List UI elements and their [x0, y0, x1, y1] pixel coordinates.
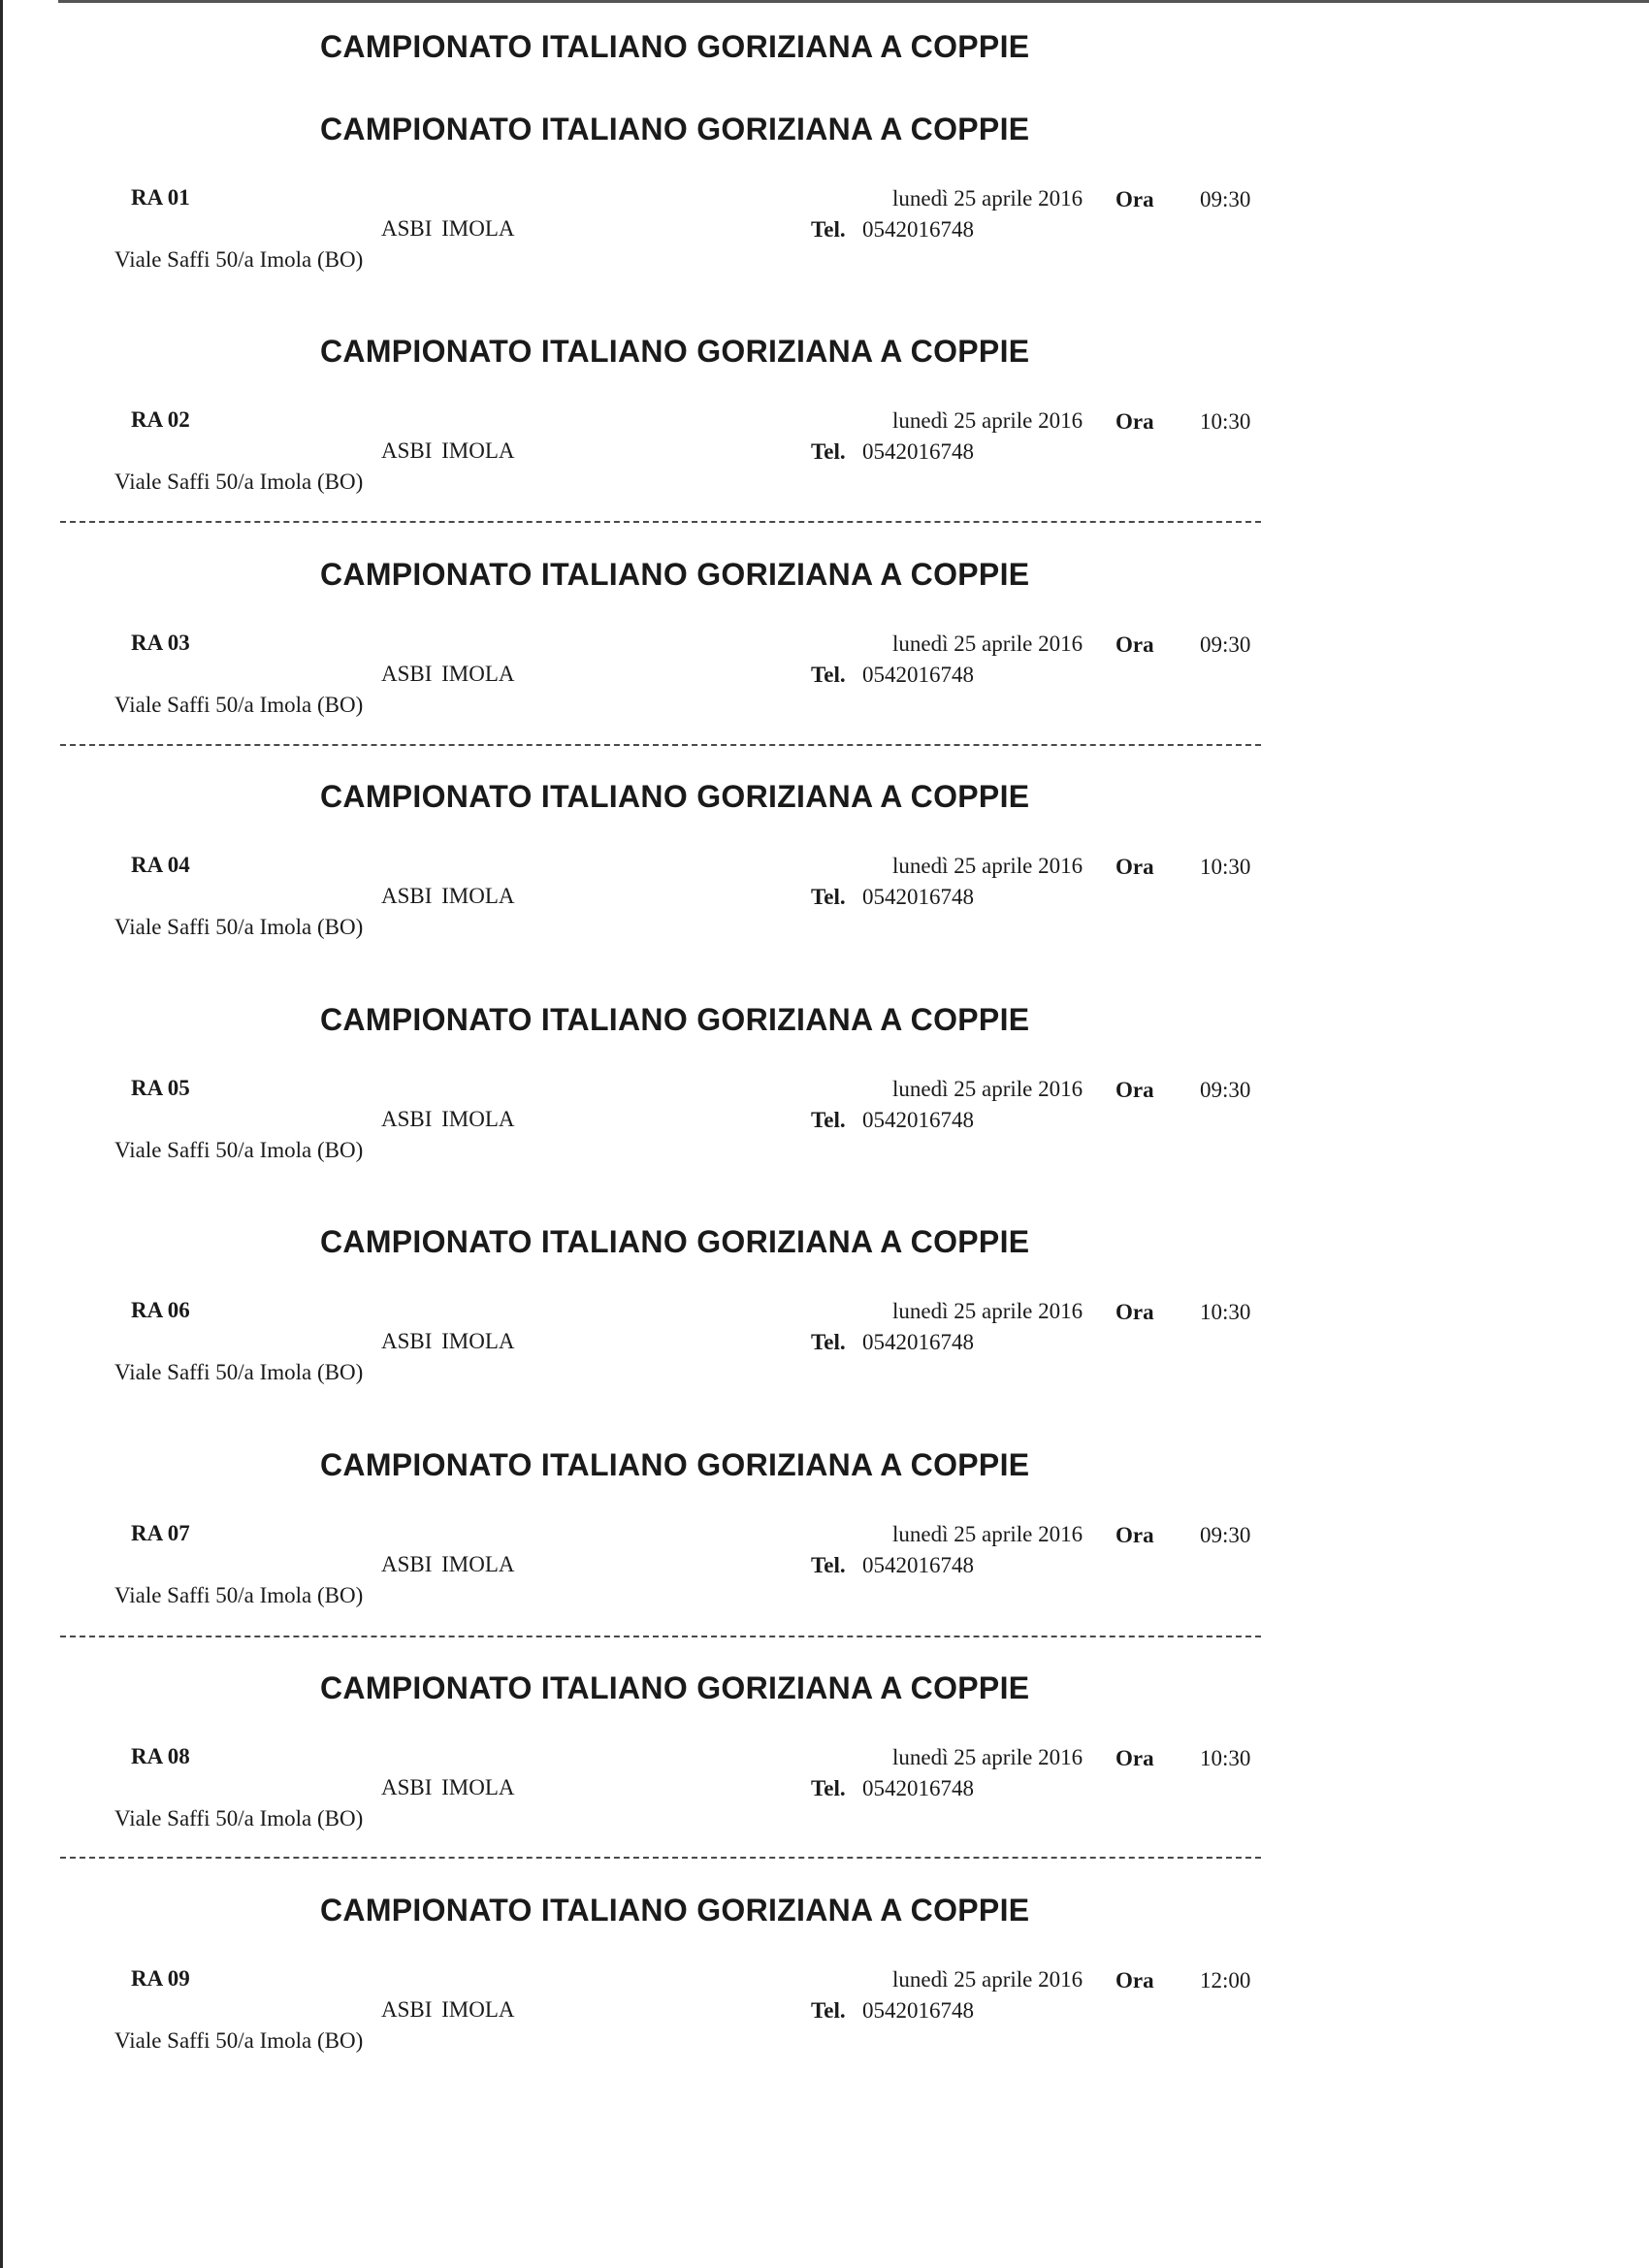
ticket-date: lunedì 25 aprile 2016: [892, 408, 1083, 433]
ticket-date: lunedì 25 aprile 2016: [892, 632, 1083, 656]
ticket-address: Viale Saffi 50/a Imola (BO): [114, 1138, 364, 1162]
ticket-ra-09: [0, 1893, 1649, 2116]
ticket-title: CAMPIONATO ITALIANO GORIZIANA A COPPIE: [320, 112, 1030, 146]
ticket-venue: ASBI IMOLA: [381, 1997, 515, 2022]
ticket-venue: ASBI IMOLA: [381, 216, 515, 241]
ticket-phone: 0542016748: [862, 1108, 974, 1132]
ticket-venue: ASBI IMOLA: [381, 884, 515, 908]
ticket-phone: 0542016748: [862, 885, 974, 909]
ticket-phone: 0542016748: [862, 1330, 974, 1354]
ticket-time: 09:30: [1200, 1078, 1251, 1102]
ticket-code: RA 08: [131, 1744, 190, 1768]
cut-line: [60, 521, 1261, 523]
ticket-code: RA 05: [131, 1076, 190, 1100]
ticket-date: lunedì 25 aprile 2016: [892, 1967, 1083, 1992]
ticket-title: CAMPIONATO ITALIANO GORIZIANA A COPPIE: [320, 557, 1030, 592]
ticket-code: RA 07: [131, 1521, 190, 1545]
page-title: CAMPIONATO ITALIANO GORIZIANA A COPPIE: [320, 29, 1030, 64]
ticket-time: 10:30: [1200, 409, 1251, 434]
tel-label: Tel.: [811, 663, 846, 687]
tel-label: Tel.: [811, 1330, 846, 1354]
ticket-code: RA 03: [131, 631, 190, 655]
ora-label: Ora: [1116, 1078, 1154, 1102]
ticket-venue: ASBI IMOLA: [381, 662, 515, 686]
ticket-address: Viale Saffi 50/a Imola (BO): [114, 247, 364, 272]
ticket-code: RA 04: [131, 853, 190, 877]
ticket-date: lunedì 25 aprile 2016: [892, 186, 1083, 211]
ticket-date: lunedì 25 aprile 2016: [892, 1745, 1083, 1769]
ticket-time: 09:30: [1200, 632, 1251, 657]
ticket-code: RA 02: [131, 407, 190, 432]
ticket-address: Viale Saffi 50/a Imola (BO): [114, 2028, 364, 2053]
tel-label: Tel.: [811, 217, 846, 242]
ticket-venue: ASBI IMOLA: [381, 1329, 515, 1353]
tel-label: Tel.: [811, 1776, 846, 1800]
ora-label: Ora: [1116, 409, 1154, 434]
ticket-code: RA 01: [131, 185, 190, 210]
tel-label: Tel.: [811, 1108, 846, 1132]
ticket-title: CAMPIONATO ITALIANO GORIZIANA A COPPIE: [320, 1224, 1030, 1259]
ticket-time: 10:30: [1200, 1300, 1251, 1324]
ticket-address: Viale Saffi 50/a Imola (BO): [114, 693, 364, 717]
ticket-ra-05: [0, 1002, 1649, 1225]
cut-line: [60, 744, 1261, 746]
ticket-title: CAMPIONATO ITALIANO GORIZIANA A COPPIE: [320, 1670, 1030, 1705]
ora-label: Ora: [1116, 632, 1154, 657]
ticket-time: 09:30: [1200, 187, 1251, 211]
ticket-title: CAMPIONATO ITALIANO GORIZIANA A COPPIE: [320, 1002, 1030, 1037]
ticket-venue: ASBI IMOLA: [381, 438, 515, 463]
ticket-time: 12:00: [1200, 1968, 1251, 1993]
ticket-date: lunedì 25 aprile 2016: [892, 1522, 1083, 1546]
ticket-address: Viale Saffi 50/a Imola (BO): [114, 1806, 364, 1831]
ticket-address: Viale Saffi 50/a Imola (BO): [114, 470, 364, 494]
ticket-venue: ASBI IMOLA: [381, 1775, 515, 1799]
ticket-title: CAMPIONATO ITALIANO GORIZIANA A COPPIE: [320, 1893, 1030, 1928]
ticket-venue: ASBI IMOLA: [381, 1107, 515, 1131]
ticket-phone: 0542016748: [862, 1998, 974, 2023]
ticket-ra-06: [0, 1224, 1649, 1447]
ticket-phone: 0542016748: [862, 1776, 974, 1800]
ora-label: Ora: [1116, 1523, 1154, 1547]
ticket-date: lunedì 25 aprile 2016: [892, 854, 1083, 878]
ora-label: Ora: [1116, 187, 1154, 211]
ticket-phone: 0542016748: [862, 1553, 974, 1577]
ora-label: Ora: [1116, 1968, 1154, 1993]
scan-edge-top: [58, 0, 1649, 3]
ticket-venue: ASBI IMOLA: [381, 1552, 515, 1576]
tel-label: Tel.: [811, 1553, 846, 1577]
ora-label: Ora: [1116, 855, 1154, 879]
ticket-ra-03: [0, 557, 1649, 780]
cut-line: [60, 1857, 1261, 1859]
ticket-ra-02: [0, 334, 1649, 557]
tel-label: Tel.: [811, 885, 846, 909]
ticket-title: CAMPIONATO ITALIANO GORIZIANA A COPPIE: [320, 1447, 1030, 1482]
ticket-time: 09:30: [1200, 1523, 1251, 1547]
ora-label: Ora: [1116, 1300, 1154, 1324]
ticket-time: 10:30: [1200, 1746, 1251, 1770]
tel-label: Tel.: [811, 1998, 846, 2023]
tel-label: Tel.: [811, 439, 846, 464]
ticket-time: 10:30: [1200, 855, 1251, 879]
ticket-address: Viale Saffi 50/a Imola (BO): [114, 1583, 364, 1607]
ora-label: Ora: [1116, 1746, 1154, 1770]
ticket-phone: 0542016748: [862, 217, 974, 242]
ticket-address: Viale Saffi 50/a Imola (BO): [114, 915, 364, 939]
ticket-ra-01: [0, 112, 1649, 335]
ticket-date: lunedì 25 aprile 2016: [892, 1077, 1083, 1101]
ticket-ra-08: [0, 1670, 1649, 1894]
ticket-code: RA 06: [131, 1298, 190, 1322]
ticket-code: RA 09: [131, 1966, 190, 1991]
ticket-date: lunedì 25 aprile 2016: [892, 1299, 1083, 1323]
ticket-phone: 0542016748: [862, 663, 974, 687]
ticket-phone: 0542016748: [862, 439, 974, 464]
ticket-address: Viale Saffi 50/a Imola (BO): [114, 1360, 364, 1384]
cut-line: [60, 1636, 1261, 1637]
ticket-title: CAMPIONATO ITALIANO GORIZIANA A COPPIE: [320, 779, 1030, 814]
ticket-ra-04: [0, 779, 1649, 1002]
ticket-title: CAMPIONATO ITALIANO GORIZIANA A COPPIE: [320, 334, 1030, 369]
